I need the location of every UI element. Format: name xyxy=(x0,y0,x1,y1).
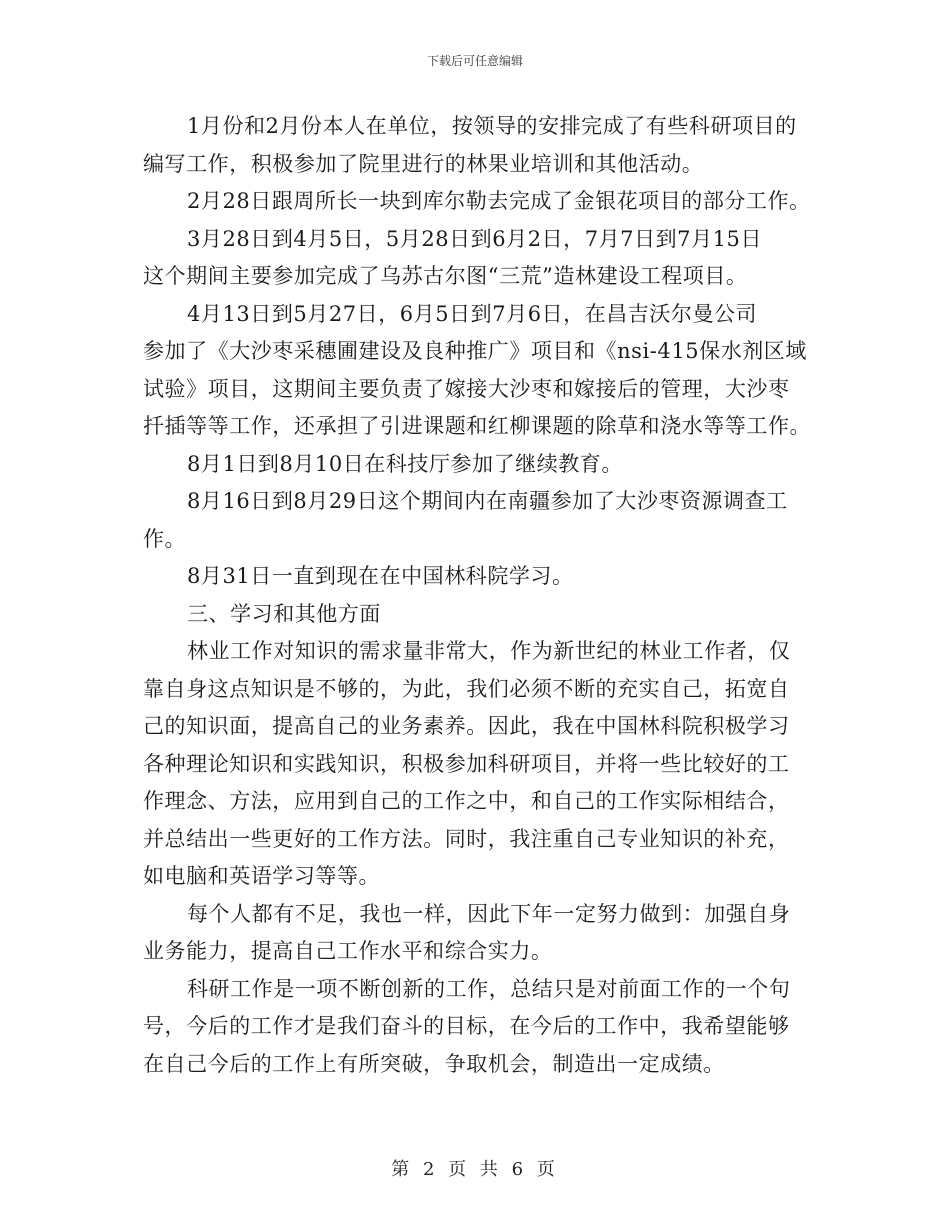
text-line: 并总结出一些更好的工作方法。同时，我注重自己专业知识的补充， xyxy=(143,826,790,851)
text-line: 编写工作，积极参加了院里进行的林果业培训和其他活动。 xyxy=(143,151,704,176)
text-line: 靠自身这点知识是不够的，为此，我们必须不断的充实自己，拓宽自 xyxy=(143,676,790,701)
text-line: 作。 xyxy=(143,526,187,551)
text-line: 8月31日一直到现在在中国林科院学习。 xyxy=(187,564,574,588)
text-line: 林业工作对知识的需求量非常大，作为新世纪的林业工作者，仅 xyxy=(187,639,791,663)
text-line: 8月1日到8月10日在科技厅参加了继续教育。 xyxy=(187,451,623,476)
text-line: 3月28日到4月5日，5月28日到6月2日，7月7日到7月15日 xyxy=(187,226,763,251)
text-line: 各种理论知识和实践知识，积极参加科研项目，并将一些比较好的工 xyxy=(143,751,790,776)
text-line: 科研工作是一项不断创新的工作，总结只是对前面工作的一个句 xyxy=(187,976,791,1001)
text-line: 三、学习和其他方面 xyxy=(187,601,381,626)
text-line: 扦插等等工作，还承担了引进课题和红柳课题的除草和浇水等等工作。 xyxy=(143,414,812,438)
text-line: 作理念、方法，应用到自己的工作之中，和自己的工作实际相结合， xyxy=(143,789,790,813)
page-header: 下载后可任意编辑 xyxy=(426,54,523,68)
text-line: 号，今后的工作才是我们奋斗的目标，在今后的工作中，我希望能够 xyxy=(143,1014,790,1038)
text-line: 每个人都有不足，我也一样，因此下年一定努力做到：加强自身 xyxy=(187,901,791,926)
text-line: 8月16日到8月29日这个期间内在南疆参加了大沙枣资源调查工 xyxy=(187,489,788,513)
text-line: 在自己今后的工作上有所突破，争取机会，制造出一定成绩。 xyxy=(143,1051,725,1076)
document-body xyxy=(143,108,813,1083)
text-line: 如电脑和英语学习等等。 xyxy=(143,864,381,888)
text-line: 参加了《大沙枣采穗圃建设及良种推广》项目和《nsi-415保水剂区域 xyxy=(143,339,807,363)
text-line: 这个期间主要参加完成了乌苏古尔图“三荒”造林建设工程项目。 xyxy=(143,264,748,288)
text-line: 己的知识面，提高自己的业务素养。因此，我在中国林科院积极学习 xyxy=(143,714,790,738)
text-line: 2月28日跟周所长一块到库尔勒去完成了金银花项目的部分工作。 xyxy=(187,189,811,213)
page-footer: 第 2 页 共 6 页 xyxy=(391,1159,559,1180)
text-line: 1月份和2月份本人在单位，按领导的安排完成了有些科研项目的 xyxy=(187,114,797,138)
text-line: 业务能力，提高自己工作水平和综合实力。 xyxy=(143,939,553,963)
text-line: 试验》项目，这期间主要负责了嫁接大沙枣和嫁接后的管理，大沙枣 xyxy=(143,376,790,401)
text-line: 4月13日到5月27日，6月5日到7月6日，在昌吉沃尔曼公司 xyxy=(187,301,758,326)
